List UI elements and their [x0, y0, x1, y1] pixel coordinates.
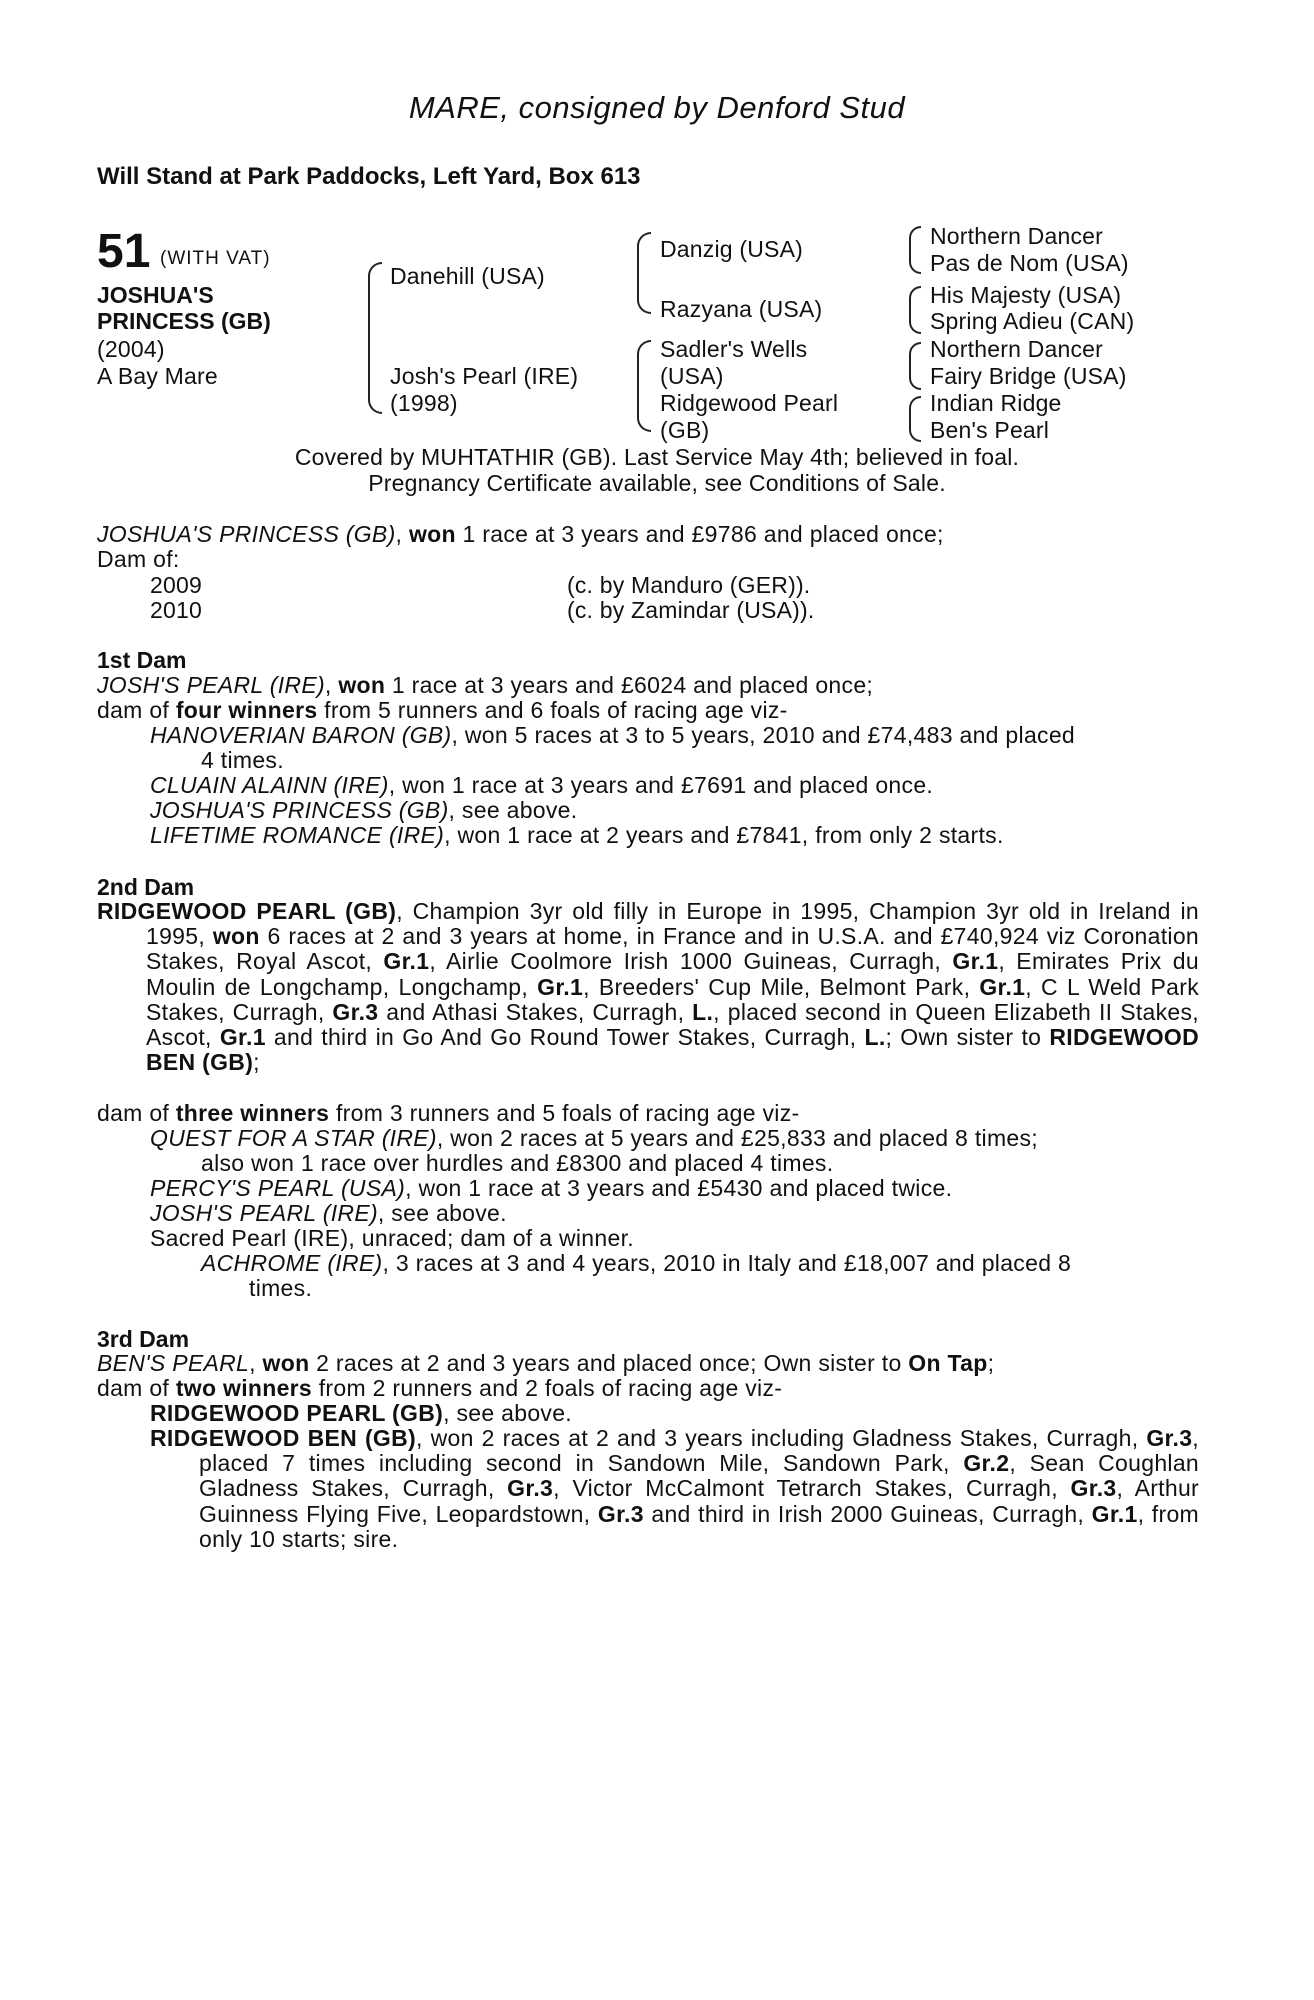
pedigree-dam-line1: Josh's Pearl (IRE) [390, 363, 579, 389]
grade: Gr.3 [332, 998, 379, 1025]
dam-of-pre: dam of [97, 1100, 176, 1126]
horse-name-line1: JOSHUA'S [97, 282, 214, 308]
progeny-text: , won 5 races at 3 to 5 years, 2010 and £74,483 and placed [451, 722, 1076, 748]
progeny-name: LIFETIME ROMANCE (IRE) [150, 822, 445, 848]
progeny-text: , see above. [448, 797, 578, 823]
grade: Gr.3 [507, 1475, 554, 1502]
dam-of-label: Dam of: [97, 546, 180, 572]
dam-of-post: from 5 runners and 6 foals of racing age viz- [317, 697, 788, 723]
text: 6 races at 2 and 3 years at home, in France and in U.S.A. and £740,924 viz Coronation Stakes, Royal Ascot, [146, 923, 1200, 975]
grade: Gr.2 [963, 1450, 1010, 1477]
pedigree-bracket-gen1 [368, 262, 382, 414]
dam-of-winners: three winners [175, 1100, 330, 1126]
horse-year: (2004) [97, 336, 165, 362]
text: , Sean Coughlan Gladness Stakes, Curragh, [199, 1450, 1200, 1502]
grand-progeny-entry [201, 1251, 1199, 1276]
dam-of-winners: two winners [175, 1375, 313, 1401]
pedigree-ggd2: Spring Adieu (CAN) [930, 308, 1135, 334]
pedigree-dam-dam-line2: (GB) [660, 417, 710, 443]
progeny-entry [150, 798, 1199, 823]
produce-detail: (c. by Zamindar (USA)). [567, 597, 815, 623]
progeny-entry [150, 1201, 1199, 1226]
dam-of-post: from 3 runners and 5 foals of racing age viz- [329, 1100, 800, 1126]
progeny-entry-ridgewood-ben [150, 1426, 1199, 1552]
covering-line2: Pregnancy Certificate available, see Conditions of Sale. [368, 470, 946, 496]
record-won: won [408, 521, 456, 547]
pedigree-bracket-ds [909, 342, 921, 390]
first-dam-produce-summary [97, 698, 1199, 723]
pedigree-ggs3: Northern Dancer [930, 336, 1104, 362]
text: 2 races at 2 and 3 years and placed once; Own sister to [309, 1350, 909, 1376]
sister-name: RIDGEWOOD BEN (GB) [146, 1024, 1199, 1076]
progeny-name: JOSH'S PEARL (IRE) [150, 1200, 378, 1226]
grade: Gr.1 [537, 973, 584, 1000]
pedigree-dam-sire-line1: Sadler's Wells [660, 336, 808, 362]
progeny-name: RIDGEWOOD PEARL (GB) [150, 1400, 444, 1426]
horse-description: A Bay Mare [97, 363, 218, 389]
dam-of-post: from 2 runners and 2 foals of racing age viz- [312, 1375, 783, 1401]
dam-of-winners: four winners [175, 697, 318, 723]
text: , Emirates Prix du Moulin de Longchamp, Longchamp, [146, 948, 1199, 1000]
progeny-name: PERCY'S PEARL (USA) [150, 1175, 406, 1201]
progeny-entry-cont: also won 1 race over hurdles and £8300 and placed 4 times. [201, 1150, 834, 1176]
second-dam-produce-summary [97, 1101, 1199, 1126]
progeny-entry-cont: 4 times. [201, 747, 284, 773]
pedigree-sire: Danehill (USA) [390, 263, 545, 289]
text: , won 2 races at 2 and 3 years including Gladness Stakes, Curragh, [415, 1425, 1147, 1451]
pedigree-sire-dam: Razyana (USA) [660, 296, 823, 322]
pedigree-dam-sire-line2: (USA) [660, 363, 724, 389]
sister-name: On Tap [908, 1350, 988, 1376]
grade: Gr.1 [383, 948, 430, 975]
produce-year: 2010 [150, 597, 202, 623]
pedigree-bracket-dd [909, 396, 921, 442]
text: and Athasi Stakes, Curragh, [378, 998, 693, 1025]
progeny-entry [150, 723, 1199, 748]
second-dam-heading: 2nd Dam [97, 874, 195, 900]
first-dam-rest: 1 race at 3 years and £6024 and placed once; [385, 672, 874, 698]
progeny-name: ACHROME (IRE) [201, 1250, 383, 1276]
horse-record: JOSHUA'S PRINCESS (GB), won 1 race at 3 years and £9786 and placed once; [97, 521, 944, 547]
record-rest: 1 race at 3 years and £9786 and placed once; [455, 521, 944, 547]
grade: Gr.1 [979, 973, 1026, 1000]
third-dam-produce-summary [97, 1376, 1199, 1401]
progeny-text: , see above. [377, 1200, 507, 1226]
progeny-entry [150, 1401, 1199, 1426]
lot-number: 51 [97, 225, 151, 278]
pedigree-bracket-sd [909, 286, 921, 334]
grade: Gr.3 [1070, 1475, 1117, 1502]
catalogue-heading: MARE, consigned by Denford Stud [408, 90, 906, 125]
progeny-name: RIDGEWOOD BEN (GB) [150, 1425, 416, 1451]
progeny-entry [150, 823, 1199, 848]
record-name: JOSHUA'S PRINCESS (GB) [97, 521, 396, 547]
pedigree-dam-dam-line1: Ridgewood Pearl [660, 390, 839, 416]
grade: Gr.1 [219, 1024, 266, 1051]
first-dam-won: won [338, 672, 386, 698]
progeny-name: QUEST FOR A STAR (IRE) [150, 1125, 437, 1151]
progeny-text: , 3 races at 3 and 4 years, 2010 in Italy and £18,007 and placed 8 [382, 1250, 1072, 1276]
pedigree-ggs2: His Majesty (USA) [930, 282, 1122, 308]
progeny-text: , won 1 race at 3 years and £7691 and placed once. [388, 772, 934, 798]
pedigree-ggs1: Northern Dancer [930, 223, 1104, 249]
text: , Champion 3yr old filly in Europe in 1995, Champion 3yr old in Ireland in 1995, [146, 898, 1199, 950]
progeny-entry [150, 773, 1199, 798]
vat-note: (WITH VAT) [160, 248, 271, 269]
text: , Breeders' Cup Mile, Belmont Park, [583, 973, 980, 1000]
text: and third in Irish 2000 Guineas, Curragh, [643, 1500, 1092, 1527]
first-dam-heading: 1st Dam [97, 647, 187, 673]
progeny-name: CLUAIN ALAINN (IRE) [150, 772, 389, 798]
stand-location: Will Stand at Park Paddocks, Left Yard, Box 613 [97, 163, 641, 190]
pedigree-dam-line2: (1998) [390, 390, 458, 416]
produce-year: 2009 [150, 572, 202, 598]
produce-detail: (c. by Manduro (GER)). [567, 572, 811, 598]
dam-of-pre: dam of [97, 1375, 176, 1401]
text: , Victor McCalmont Tetrarch Stakes, Curragh, [553, 1475, 1071, 1502]
grade: Gr.1 [952, 948, 999, 975]
horse-name-line2: PRINCESS (GB) [97, 308, 271, 334]
progeny-name: HANOVERIAN BARON (GB) [150, 722, 452, 748]
grade: Gr.3 [1146, 1425, 1193, 1451]
pedigree-sire-sire: Danzig (USA) [660, 236, 803, 262]
pedigree-ggd4: Ben's Pearl [930, 417, 1050, 443]
pedigree-bracket-sire [637, 232, 651, 314]
pedigree-bracket-dam [637, 340, 651, 432]
text: , placed 7 times including second in Sandown Mile, Sandown Park, [199, 1425, 1199, 1477]
second-dam-record [97, 899, 1199, 1075]
covering-line1: Covered by MUHTATHIR (GB). Last Service May 4th; believed in foal. [294, 444, 1020, 470]
pedigree-ggs4: Indian Ridge [930, 390, 1062, 416]
text: , C L Weld Park Stakes, Curragh, [146, 973, 1199, 1025]
text: , Arthur Guinness Flying Five, Leopardstown, [199, 1475, 1200, 1527]
grand-progeny-entry-cont: times. [249, 1275, 313, 1301]
text: , from only 10 starts; sire. [199, 1500, 1199, 1552]
text: ; [987, 1350, 995, 1376]
won: won [262, 1350, 310, 1376]
won: won [212, 923, 260, 950]
grade: Gr.3 [597, 1500, 644, 1527]
grade: L. [692, 998, 714, 1025]
progeny-entry: Sacred Pearl (IRE), unraced; dam of a winner. [150, 1225, 634, 1251]
text: ; Own sister to [885, 1024, 1050, 1051]
pedigree-bracket-ss [909, 226, 921, 274]
text: and third in Go And Go Round Tower Stakes, Curragh, [265, 1024, 865, 1051]
progeny-text: , won 1 race at 3 years and £5430 and placed twice. [405, 1175, 953, 1201]
grade: L. [864, 1024, 886, 1051]
third-dam-record: BEN'S PEARL, won 2 races at 2 and 3 years and placed once; Own sister to On Tap; [97, 1350, 995, 1376]
pedigree-ggd1: Pas de Nom (USA) [930, 250, 1129, 276]
progeny-text: , see above. [443, 1400, 572, 1426]
pedigree-ggd3: Fairy Bridge (USA) [930, 363, 1127, 389]
second-dam-name: RIDGEWOOD PEARL (GB) [97, 898, 397, 924]
third-dam-name: BEN'S PEARL [97, 1350, 250, 1376]
progeny-name: JOSHUA'S PRINCESS (GB) [150, 797, 449, 823]
text: , placed second in Queen Elizabeth II Stakes, Ascot, [146, 998, 1199, 1051]
progeny-entry [150, 1176, 1199, 1201]
dam-of-pre: dam of [97, 697, 176, 723]
third-dam-heading: 3rd Dam [97, 1326, 190, 1352]
grade: Gr.1 [1091, 1500, 1138, 1527]
text: ; [253, 1049, 260, 1076]
progeny-entry [150, 1126, 1199, 1151]
progeny-text: , won 2 races at 5 years and £25,833 and placed 8 times; [436, 1125, 1038, 1151]
first-dam-name: JOSH'S PEARL (IRE) [97, 672, 325, 698]
progeny-text: , won 1 race at 2 years and £7841, from only 2 starts. [444, 822, 1004, 848]
text: , Airlie Coolmore Irish 1000 Guineas, Curragh, [429, 948, 953, 975]
first-dam-record: JOSH'S PEARL (IRE), won 1 race at 3 years and £6024 and placed once; [97, 672, 874, 698]
